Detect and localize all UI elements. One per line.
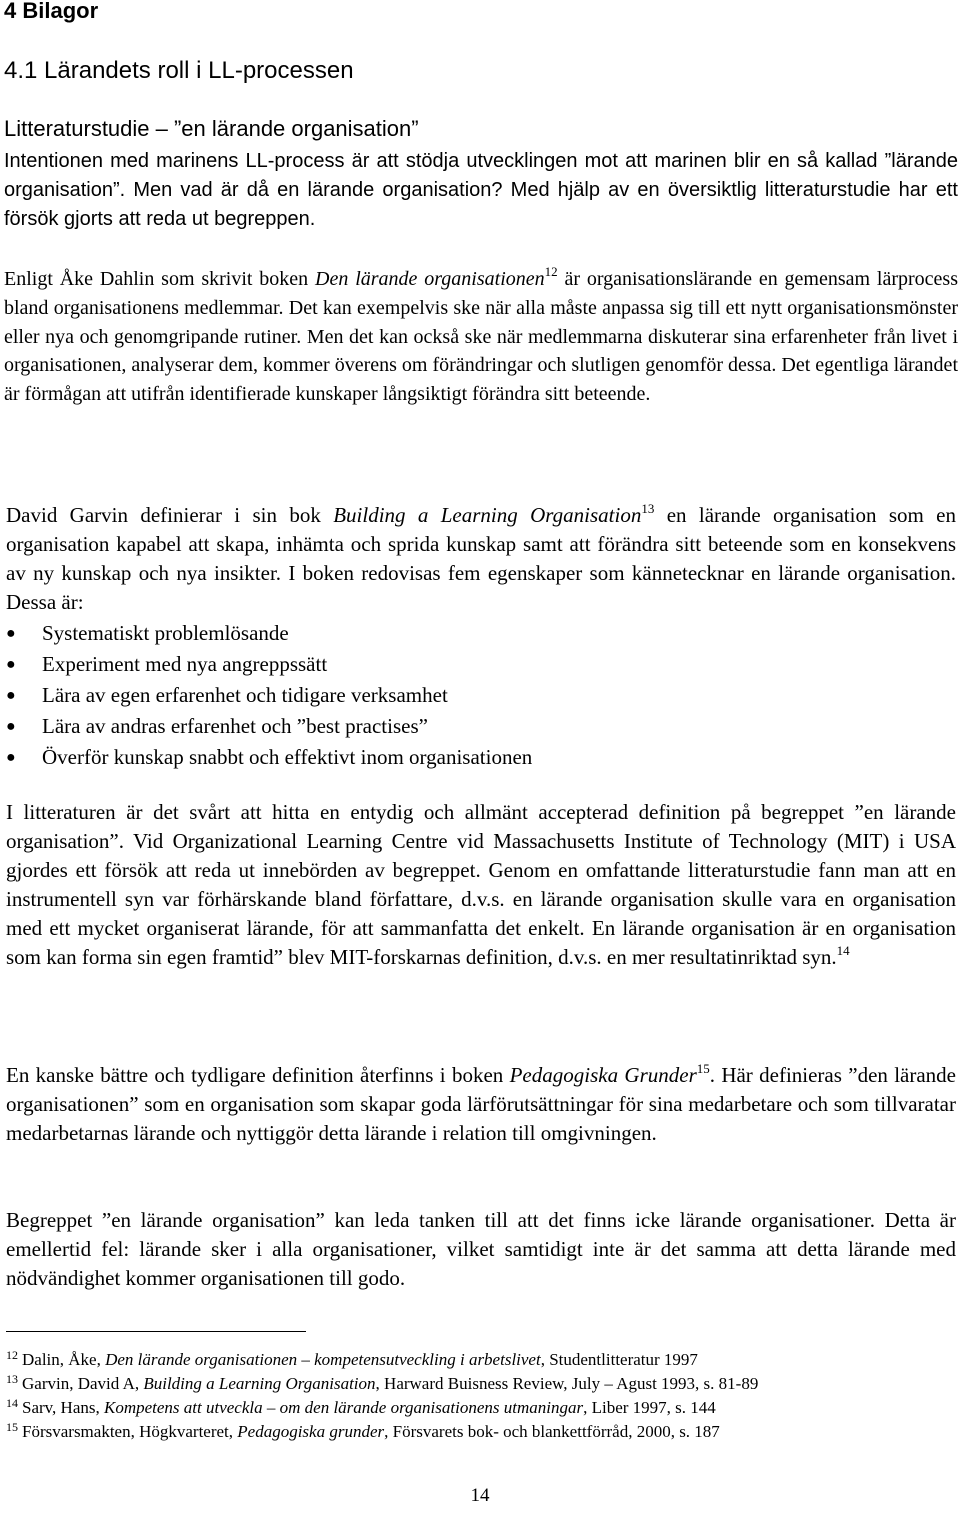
footnote-ref-15[interactable]: 15 — [696, 1061, 710, 1076]
section-heading — [4, 0, 98, 24]
section-number: 4 — [4, 0, 17, 23]
footnote-author: Försvarsmakten, Högkvarteret, — [22, 1422, 238, 1441]
footnote-publisher: , Studentlitteratur 1997 — [540, 1350, 698, 1369]
footnote-number: 14 — [6, 1396, 18, 1410]
footnote-author: Garvin, David A, — [22, 1374, 144, 1393]
footnote-publisher: , Liber 1997, s. 144 — [583, 1398, 716, 1417]
footnote-publisher: , Harward Buisness Review, July – Agust 1993, s. 81-89 — [375, 1374, 759, 1393]
list-item — [6, 742, 906, 773]
page-number: 14 — [470, 1485, 490, 1506]
mit-text: I litteraturen är det svårt att hitta en entydig och allmänt accepterad definition på begreppet ”en lärande organisation”. Vid Organizational Learning Centre vid Massachusetts Institute of Technology (MIT) i USA gjordes ett försök att reda ut innebörden av begreppet. Genom en omfattande litteraturstudie fann man att en instrumentell syn var förhärskande bland författare, d.v.s. en lärande organisation skulle vara en organisation med ett mycket organiserat lärande, för att sammanfatta det enkelt. En lärande organisation är en organisation som kan forma sin egen framtid” blev MIT-forskarnas definition, d.v.s. en mer resultatinriktad syn. — [6, 800, 956, 969]
footnote-ref-13[interactable]: 13 — [641, 501, 655, 516]
garvin-text-post: en lärande organisation som en organisation kapabel att skapa, inhämta och sprida kunskap samt att förändra sitt beteende som en konsekvens av ny kunskap och nya insikter. I boken redovisas fem egenskaper som kännetecknar en lärande organisation. Dessa är: — [6, 503, 956, 614]
section-title: Bilagor — [22, 0, 99, 23]
dahlin-book-title: Den lärande organisationen — [315, 268, 545, 290]
footnote-number: 15 — [6, 1420, 18, 1434]
footnote-title: Pedagogiska grunder — [237, 1422, 385, 1441]
list-item-text: Överför kunskap snabbt och effektivt inom organisationen — [42, 745, 533, 769]
list-item — [6, 711, 906, 742]
footnote-title: Den lärande organisationen – kompetensutveckling i arbetslivet — [105, 1350, 541, 1369]
garvin-paragraph — [6, 501, 956, 617]
characteristics-list — [6, 618, 906, 773]
footnote-author: Dalin, Åke, — [22, 1350, 106, 1369]
concept-paragraph: Begreppet ”en lärande organisation” kan leda tanken till att det finns icke lärande organisationer. Detta är emellertid fel: lärande sker i alla organisationer, vilket samtidigt inte är det samma att detta lärande med nödvändighet kommer organisationen till godo. — [6, 1208, 956, 1290]
pedagogiska-book-title: Pedagogiska Grunder — [509, 1063, 697, 1087]
footnote-ref-14[interactable]: 14 — [836, 943, 850, 958]
bullet-icon: ● — [6, 625, 16, 642]
dahlin-text-pre: Enligt Åke Dahlin som skrivit boken — [4, 268, 316, 290]
list-item-text: Lära av egen erfarenhet och tidigare verksamhet — [42, 683, 448, 707]
list-item — [6, 649, 906, 680]
intro-paragraph: Intentionen med marinens LL-process är att stödja utvecklingen mot att marinen blir en så kallad ”lärande organisation”. Men vad är då en lärande organisation? Med hjälp av en översiktlig litteraturstudie har ett försök gjorts att reda ut begreppen. — [4, 150, 958, 230]
garvin-book-title: Building a Learning Organisation — [333, 503, 642, 527]
pedagogiska-paragraph — [6, 1061, 956, 1148]
footnote-ref-12[interactable]: 12 — [544, 264, 558, 279]
footnote-title: Kompetens att utveckla – om den lärande organisationens utmaningar — [104, 1398, 584, 1417]
footnote-author: Sarv, Hans, — [22, 1398, 104, 1417]
garvin-text-pre: David Garvin definierar i sin bok — [6, 503, 334, 527]
dahlin-paragraph — [4, 265, 958, 409]
bullet-icon: ● — [6, 749, 16, 766]
list-item — [6, 680, 906, 711]
footnote-number: 12 — [6, 1348, 18, 1362]
subsection-title: Lärandets roll i LL-processen — [44, 57, 354, 84]
bullet-icon: ● — [6, 656, 16, 673]
footnote-publisher: , Försvarets bok- och blankettförråd, 2000, s. 187 — [384, 1422, 720, 1441]
bullet-icon: ● — [6, 718, 16, 735]
subsection-heading — [4, 57, 354, 85]
pedagogiska-text-pre: En kanske bättre och tydligare definition återfinns i boken — [6, 1063, 510, 1087]
footnote-divider — [6, 1331, 306, 1332]
dahlin-text-post: är organisationslärande en gemensam lärprocess bland organisationens medlemmar. Det kan exempelvis ske när alla måste anpassa sig till ett nytt organisationsmönster eller nya och genomgripande rutiner. Men det kan också ske när medlemmarna diskuterar sina erfarenheter från livet i organisationen, analyserar dem, kommer överens om förändringar och slutligen genomför dessa. Det egentliga lärandet är förmågan att utifrån identifierade kunskaper långsiktigt förändra sitt beteende. — [4, 268, 958, 406]
literature-study-heading: Litteraturstudie – ”en lärande organisation” — [4, 116, 419, 141]
pedagogiska-text-post: . Här definieras ”den lärande organisationen” som en organisation som skapar goda lärförutsättningar för sina medarbetare och som tillvaratar medarbetarnas lärande och nyttiggör detta lärande i relation till omgivningen. — [6, 1063, 957, 1145]
footnote — [6, 1415, 956, 1444]
footnote-number: 13 — [6, 1372, 18, 1386]
list-item-text: Experiment med nya angreppssätt — [42, 652, 328, 676]
subsection-number: 4.1 — [4, 57, 38, 84]
list-item-text: Systematiskt problemlösande — [42, 621, 289, 645]
footnote-title: Building a Learning Organisation — [143, 1374, 376, 1393]
list-item-text: Lära av andras erfarenhet och ”best practises” — [42, 714, 428, 738]
list-item — [6, 618, 906, 649]
bullet-icon: ● — [6, 687, 16, 704]
mit-paragraph — [6, 798, 956, 972]
